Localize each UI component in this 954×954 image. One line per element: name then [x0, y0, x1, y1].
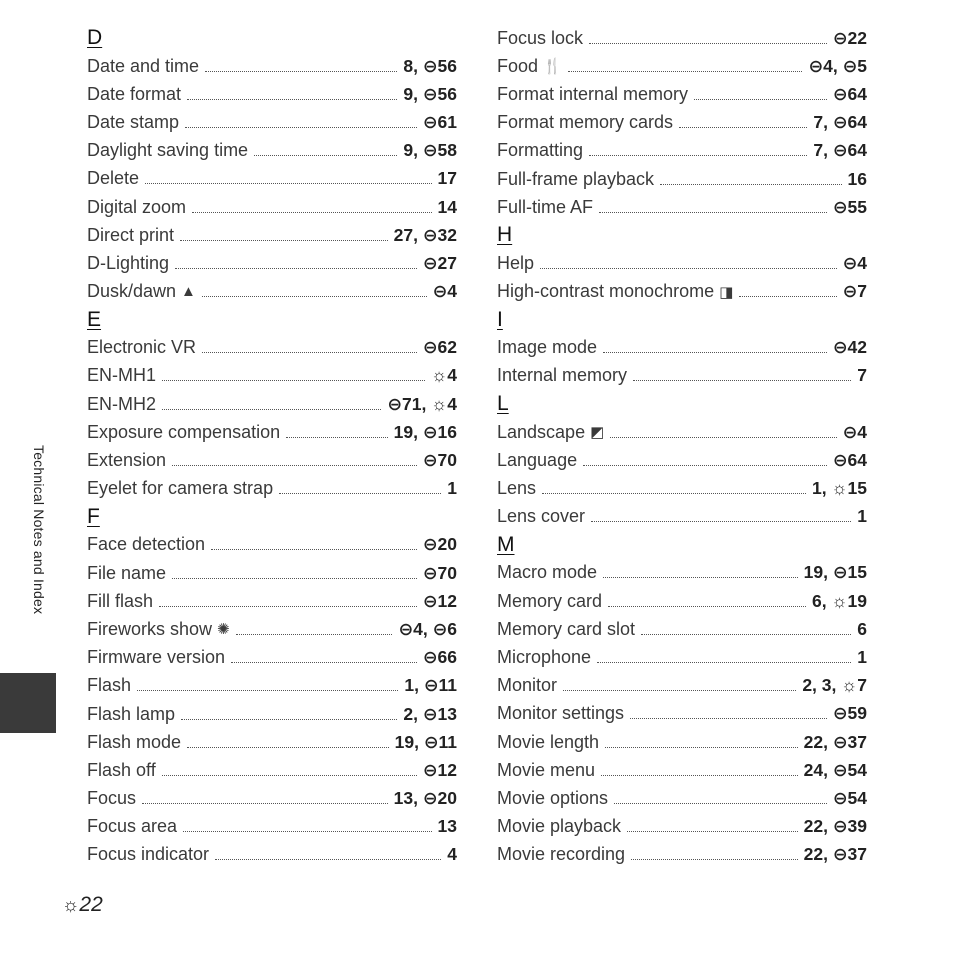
index-entry-delete — [87, 165, 457, 193]
index-page-refs: ⊖55 — [832, 196, 867, 217]
index-entry-exposure-compensation — [87, 418, 457, 446]
section-letter-h: H — [497, 223, 513, 247]
dot-leader — [137, 690, 398, 691]
index-entry-movie-length — [497, 728, 867, 756]
index-entry-full-frame-playback — [497, 165, 867, 193]
index-page-refs: 7, ⊖64 — [813, 140, 867, 161]
index-page-refs: 2, 3, ☼7 — [802, 675, 867, 696]
dot-leader — [202, 296, 427, 297]
index-page-refs: 14 — [437, 196, 457, 217]
index-entry-date-and-time — [87, 52, 457, 80]
index-entry-flash-lamp — [87, 700, 457, 728]
dot-leader — [605, 747, 798, 748]
index-column-left — [87, 24, 457, 869]
index-entry-daylight-saving-time — [87, 137, 457, 165]
index-page-refs: ⊖12 — [422, 759, 457, 780]
index-page-refs: 17 — [437, 168, 457, 189]
dot-leader — [211, 549, 417, 550]
index-entry-extension — [87, 446, 457, 474]
index-term: Formatting — [497, 140, 584, 161]
index-term: Date and time — [87, 55, 200, 76]
index-term: Digital zoom — [87, 196, 187, 217]
section-letter-m: M — [497, 532, 515, 556]
index-entry-image-mode — [497, 334, 867, 362]
dot-leader — [162, 775, 417, 776]
index-entry-movie-recording — [497, 841, 867, 869]
index-entry-microphone — [497, 643, 867, 671]
dot-leader — [279, 493, 441, 494]
dot-leader — [162, 409, 381, 410]
index-entry-help — [497, 249, 867, 277]
index-entry-movie-options — [497, 784, 867, 812]
index-term: Flash lamp — [87, 703, 176, 724]
page-number-text: 22 — [79, 893, 103, 916]
index-term: EN-MH1 — [87, 365, 157, 386]
index-term: Lens — [497, 478, 537, 499]
index-page-refs: ⊖66 — [422, 647, 457, 668]
index-entry-movie-menu — [497, 756, 867, 784]
dot-leader — [627, 831, 798, 832]
dot-leader — [142, 803, 388, 804]
index-entry-focus-indicator — [87, 841, 457, 869]
dot-leader — [180, 240, 388, 241]
index-page-refs: ⊖27 — [422, 252, 457, 273]
index-term: Firmware version — [87, 647, 226, 668]
dot-leader — [202, 352, 417, 353]
index-page-refs: 22, ⊖39 — [803, 816, 867, 837]
dot-leader — [187, 747, 389, 748]
index-term: Extension — [87, 450, 167, 471]
index-entry-en-mh2 — [87, 390, 457, 418]
index-term: Date format — [87, 83, 182, 104]
index-page-refs: 16 — [847, 168, 867, 189]
index-page-refs: 13, ⊖20 — [393, 788, 457, 809]
dot-leader — [563, 690, 796, 691]
index-term: Daylight saving time — [87, 140, 249, 161]
dot-leader — [631, 859, 798, 860]
index-page-refs: ⊖64 — [832, 83, 867, 104]
index-term: Food — [497, 55, 539, 76]
index-page-refs: 7 — [857, 365, 867, 386]
index-entry-fill-flash — [87, 587, 457, 615]
section-letter-d: D — [87, 26, 103, 49]
index-page-refs: ⊖20 — [422, 534, 457, 555]
index-term: Internal memory — [497, 365, 628, 386]
dot-leader — [660, 184, 841, 185]
index-entry-high-contrast-monochrome — [497, 278, 867, 306]
index-entry-format-internal-memory — [497, 80, 867, 108]
index-page-refs: 9, ⊖58 — [403, 140, 457, 161]
index-page-refs: ⊖4, ⊖5 — [808, 55, 867, 76]
index-term: Exposure compensation — [87, 421, 281, 442]
index-entry-internal-memory — [497, 362, 867, 390]
index-entry-movie-playback — [497, 813, 867, 841]
index-entry-electronic-vr — [87, 334, 457, 362]
index-entry-date-stamp — [87, 108, 457, 136]
dot-leader — [603, 352, 827, 353]
dot-leader — [231, 662, 417, 663]
index-page-refs: ⊖4, ⊖6 — [398, 618, 457, 639]
index-term: Microphone — [497, 646, 592, 667]
index-term: Focus — [87, 788, 137, 809]
index-term: Monitor — [497, 675, 558, 696]
index-page-refs: 27, ⊖32 — [393, 224, 457, 245]
dot-leader — [286, 437, 388, 438]
index-entry-flash-mode — [87, 728, 457, 756]
index-term: Eyelet for camera strap — [87, 478, 274, 499]
dot-leader — [599, 212, 827, 213]
index-page-refs: 8, ⊖56 — [403, 55, 457, 76]
index-page-refs: 22, ⊖37 — [803, 731, 867, 752]
index-page-refs: ⊖64 — [832, 449, 867, 470]
index-entry-d-lighting — [87, 249, 457, 277]
dot-leader — [542, 493, 806, 494]
dot-leader — [185, 127, 417, 128]
index-entry-format-memory-cards — [497, 109, 867, 137]
index-term: Help — [497, 252, 535, 273]
dot-leader — [172, 578, 417, 579]
dot-leader — [589, 155, 807, 156]
dot-leader — [633, 380, 851, 381]
index-page-refs: 1 — [857, 506, 867, 527]
index-entry-memory-card — [497, 587, 867, 615]
dot-leader — [610, 437, 836, 438]
bulb-icon: ☼ — [62, 895, 80, 916]
index-term: Direct print — [87, 224, 175, 245]
dot-leader — [591, 521, 851, 522]
index-term: Focus lock — [497, 27, 584, 48]
index-term: Focus indicator — [87, 844, 210, 865]
dot-leader — [630, 718, 827, 719]
index-entry-focus — [87, 785, 457, 813]
dot-leader — [614, 803, 827, 804]
index-entry-en-mh1 — [87, 362, 457, 390]
dot-leader — [162, 380, 425, 381]
index-entry-memory-card-slot — [497, 615, 867, 643]
index-page-refs: ⊖42 — [832, 337, 867, 358]
section-letter-f: F — [87, 504, 100, 528]
index-entry-eyelet-for-camera-strap — [87, 475, 457, 503]
index-page-refs: ⊖4 — [842, 421, 867, 442]
dot-leader — [694, 99, 827, 100]
index-term: Movie length — [497, 731, 600, 752]
index-page-refs: 6, ☼19 — [812, 590, 867, 611]
dot-leader — [601, 775, 798, 776]
index-term: Fireworks show — [87, 618, 213, 639]
index-term: Movie options — [497, 787, 609, 808]
index-term: Format internal memory — [497, 83, 689, 104]
section-tab-marker — [0, 673, 56, 733]
index-page-refs: 24, ⊖54 — [803, 759, 867, 780]
index-page-refs: 9, ⊖56 — [403, 83, 457, 104]
index-term: Memory card — [497, 590, 603, 611]
index-term: Full-time AF — [497, 196, 594, 217]
index-term: Macro mode — [497, 562, 598, 583]
index-entry-flash-off — [87, 756, 457, 784]
index-entry-monitor — [497, 672, 867, 700]
dot-leader — [254, 155, 397, 156]
index-page-refs: 19, ⊖15 — [803, 562, 867, 583]
index-term: Image mode — [497, 337, 598, 358]
high-contrast-monochrome-icon: ◨ — [719, 283, 734, 301]
fireworks-icon: ✺ — [217, 621, 230, 639]
index-entry-food — [497, 52, 867, 80]
index-page-refs: 1, ⊖11 — [404, 675, 457, 696]
index-page-refs: 6 — [857, 618, 867, 639]
index-page-refs: ⊖71, ☼4 — [387, 393, 457, 414]
index-entry-formatting — [497, 137, 867, 165]
index-page-refs: ⊖70 — [422, 450, 457, 471]
index-entry-firmware-version — [87, 644, 457, 672]
dot-leader — [608, 606, 806, 607]
index-page-refs: ⊖4 — [432, 281, 457, 302]
index-term: Language — [497, 449, 578, 470]
index-page-refs: 19, ⊖11 — [394, 731, 457, 752]
index-entry-macro-mode — [497, 559, 867, 587]
index-term: Delete — [87, 168, 140, 189]
index-page-refs: 19, ⊖16 — [393, 421, 457, 442]
index-term: Dusk/dawn — [87, 281, 177, 302]
landscape-icon: ◩ — [590, 424, 605, 442]
index-page-refs: ⊖22 — [832, 27, 867, 48]
index-entry-digital-zoom — [87, 193, 457, 221]
index-page-refs: ⊖61 — [422, 111, 457, 132]
index-page-refs: ☼4 — [431, 365, 457, 386]
dot-leader — [236, 634, 393, 635]
dot-leader — [215, 859, 441, 860]
index-term: Date stamp — [87, 111, 180, 132]
index-term: Movie recording — [497, 844, 626, 865]
index-entry-file-name — [87, 559, 457, 587]
index-term: Electronic VR — [87, 337, 197, 358]
index-page-refs: 13 — [437, 816, 457, 837]
index-entry-full-time-af — [497, 193, 867, 221]
index-page-refs: ⊖4 — [842, 252, 867, 273]
index-entry-language — [497, 446, 867, 474]
index-entry-direct-print — [87, 221, 457, 249]
index-page-refs: 7, ⊖64 — [813, 112, 867, 133]
section-letter-l: L — [497, 392, 509, 416]
dot-leader — [568, 71, 803, 72]
index-entry-date-format — [87, 80, 457, 108]
index-term: Memory card slot — [497, 618, 636, 639]
index-term: Flash — [87, 675, 132, 696]
dot-leader — [175, 268, 417, 269]
dot-leader — [181, 719, 397, 720]
index-term: Focus area — [87, 816, 178, 837]
index-term: Landscape — [497, 421, 586, 442]
index-page-refs: 2, ⊖13 — [403, 703, 457, 724]
section-letter-e: E — [87, 307, 102, 331]
index-entry-focus-area — [87, 813, 457, 841]
index-page-refs: 1, ☼15 — [812, 478, 867, 499]
index-page-refs: ⊖12 — [422, 590, 457, 611]
dot-leader — [641, 634, 851, 635]
index-entry-landscape — [497, 418, 867, 446]
section-sidebar-label: Technical Notes and Index — [31, 445, 47, 615]
index-term: Movie playback — [497, 816, 622, 837]
dot-leader — [183, 831, 431, 832]
index-entry-fireworks-show — [87, 615, 457, 643]
index-page-refs: ⊖62 — [422, 337, 457, 358]
index-term: Face detection — [87, 534, 206, 555]
index-page-refs: ⊖54 — [832, 787, 867, 808]
index-term: Movie menu — [497, 759, 596, 780]
food-icon: 🍴 — [543, 58, 562, 76]
index-column-right — [497, 24, 867, 869]
section-letter-i: I — [497, 307, 503, 331]
dot-leader — [603, 577, 798, 578]
dot-leader — [540, 268, 837, 269]
index-term: Flash off — [87, 759, 156, 780]
index-term: D-Lighting — [87, 252, 170, 273]
dot-leader — [205, 71, 397, 72]
index-page-refs: ⊖7 — [842, 281, 867, 302]
dot-leader — [187, 99, 397, 100]
index-term: Format memory cards — [497, 112, 674, 133]
index-entry-flash — [87, 672, 457, 700]
index-page-refs: ⊖59 — [832, 703, 867, 724]
index-entry-lens — [497, 474, 867, 502]
index-term: Full-frame playback — [497, 168, 655, 189]
index-page-refs: 1 — [857, 646, 867, 667]
index-entry-focus-lock — [497, 24, 867, 52]
index-page-refs: 4 — [447, 844, 457, 865]
index-entry-face-detection — [87, 531, 457, 559]
dot-leader — [583, 465, 827, 466]
dot-leader — [172, 465, 417, 466]
index-entry-monitor-settings — [497, 700, 867, 728]
index-term: File name — [87, 562, 167, 583]
index-page-refs: ⊖70 — [422, 562, 457, 583]
index-term: Monitor settings — [497, 703, 625, 724]
index-page-refs: 22, ⊖37 — [803, 844, 867, 865]
index-term: Flash mode — [87, 731, 182, 752]
index-term: High-contrast monochrome — [497, 281, 715, 302]
page-number — [62, 893, 103, 917]
dot-leader — [589, 43, 827, 44]
dot-leader — [739, 296, 836, 297]
index-entry-dusk-dawn — [87, 278, 457, 306]
index-term: Lens cover — [497, 506, 586, 527]
index-entry-lens-cover — [497, 503, 867, 531]
dot-leader — [597, 662, 851, 663]
dot-leader — [159, 606, 417, 607]
index-term: EN-MH2 — [87, 393, 157, 414]
dot-leader — [192, 212, 431, 213]
index-term: Fill flash — [87, 590, 154, 611]
index-page-refs: 1 — [447, 478, 457, 499]
dusk-dawn-icon: ▲ — [181, 283, 196, 301]
dot-leader — [145, 183, 432, 184]
dot-leader — [679, 127, 807, 128]
